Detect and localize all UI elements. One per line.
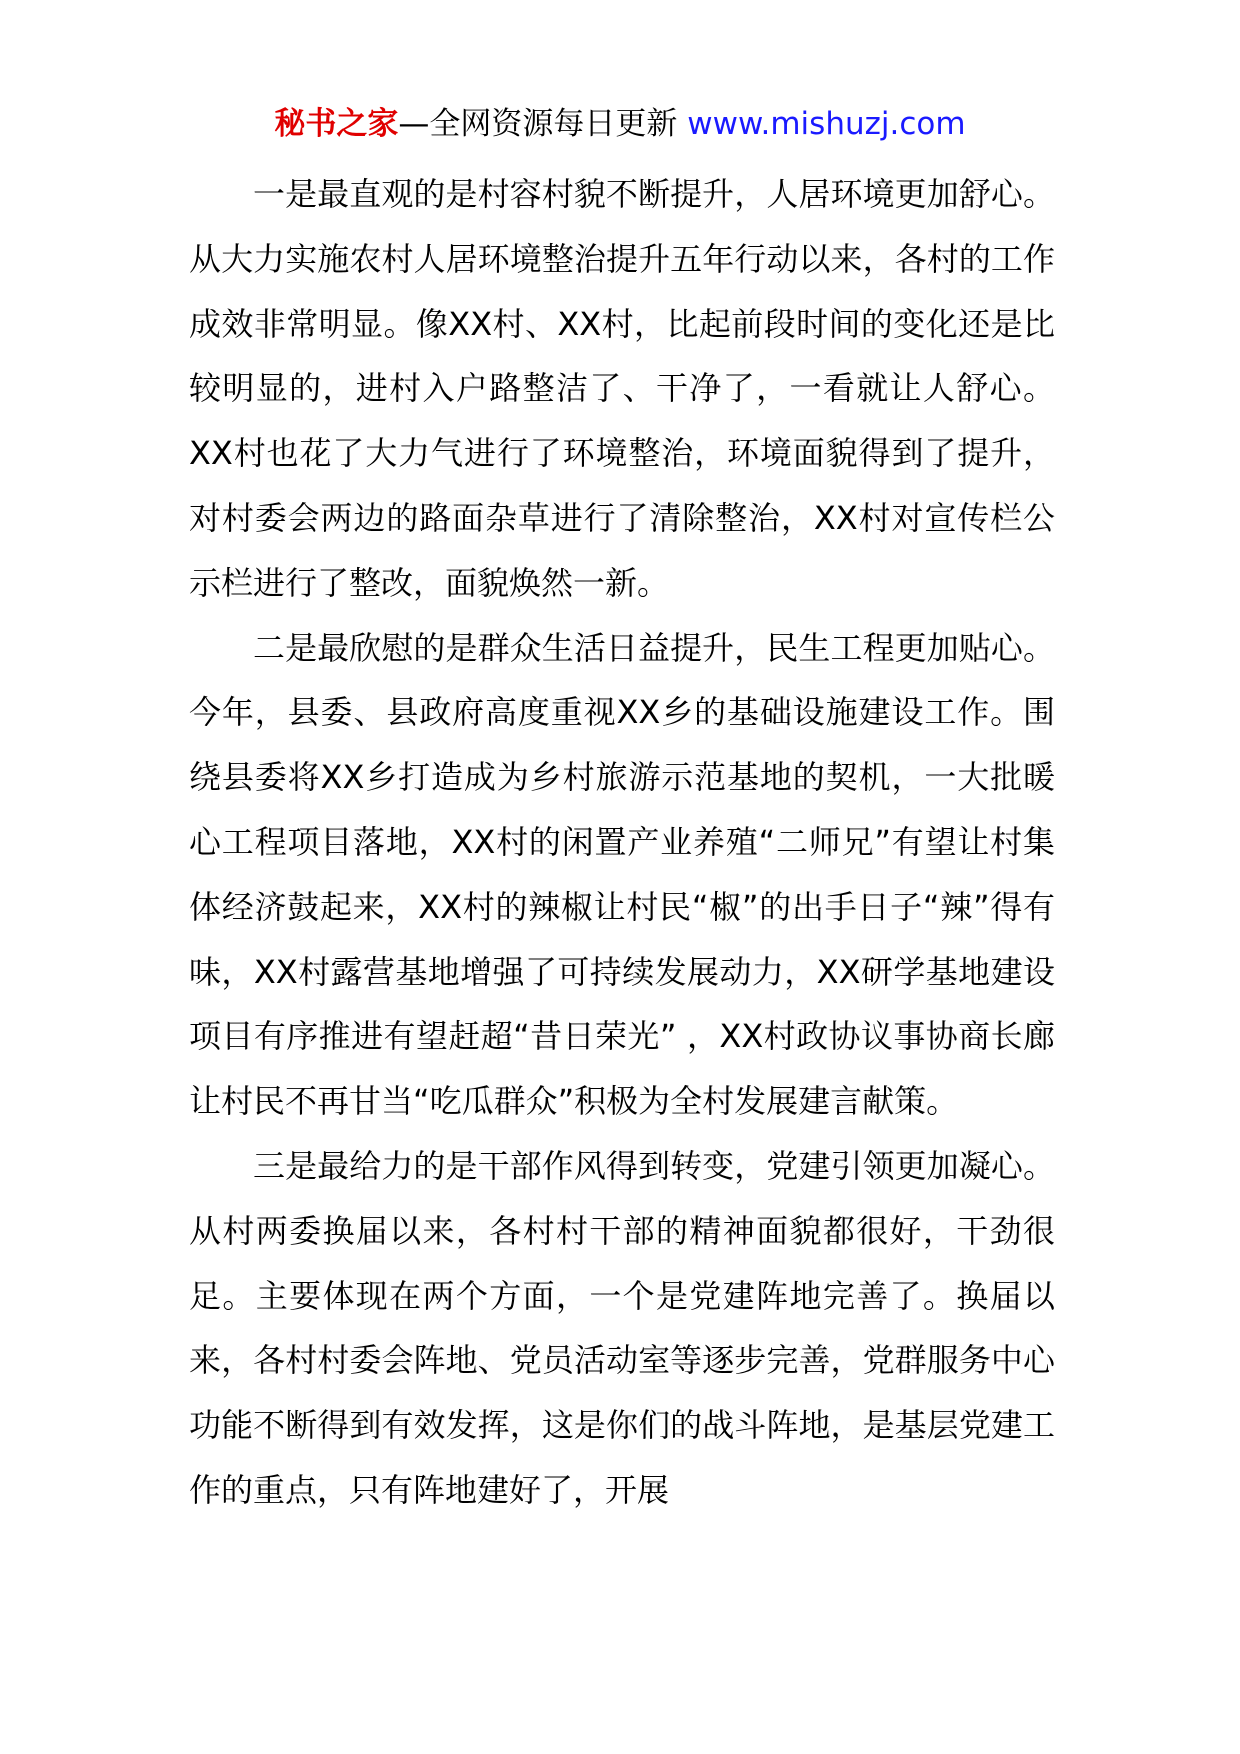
document-body xyxy=(189,162,1055,1523)
site-url-link[interactable]: www.mishuzj.com xyxy=(687,106,966,142)
brand-name: 秘书之家 xyxy=(274,106,399,142)
paragraph-1: 一是最直观的是村容村貌不断提升，人居环境更加舒心。从大力实施农村人居环境整治提升五年行动以来，各村的工作成效非常明显。像XX村、XX村，比起前段时间的变化还是比较明显的，进村入户路整洁了、干净了，一看就让人舒心。XX村也花了大力气进行了环境整治，环境面貌得到了提升，对村委会两边的路面杂草进行了清除整治，XX村对宣传栏公示栏进行了整改，面貌焕然一新。 xyxy=(189,175,1055,602)
header-slogan: —全网资源每日更新 xyxy=(398,106,678,142)
paragraph-2: 二是最欣慰的是群众生活日益提升，民生工程更加贴心。今年，县委、县政府高度重视XX乡的基础设施建设工作。围绕县委将XX乡打造成为乡村旅游示范基地的契机，一大批暖心工程项目落地，XX村的闲置产业养殖“二师兄”有望让村集体经济鼓起来，XX村的辣椒让村民“椒”的出手日子“辣”得有味，XX村露营基地增强了可持续发展动力，XX研学基地建设项目有序推进有望赶超“昔日荣光” ，XX村政协议事协商长廊让村民不再甘当“吃瓜群众”积极为全村发展建言献策。 xyxy=(189,628,1055,1121)
site-header xyxy=(0,104,1240,144)
paragraph-3: 三是最给力的是干部作风得到转变，党建引领更加凝心。从村两委换届以来，各村村干部的精神面貌都很好，干劲很足。主要体现在两个方面，一个是党建阵地完善了。换届以来，各村村委会阵地、党员活动室等逐步完善，党群服务中心功能不断得到有效发挥，这是你们的战斗阵地，是基层党建工作的重点，只有阵地建好了，开展 xyxy=(189,1146,1055,1509)
